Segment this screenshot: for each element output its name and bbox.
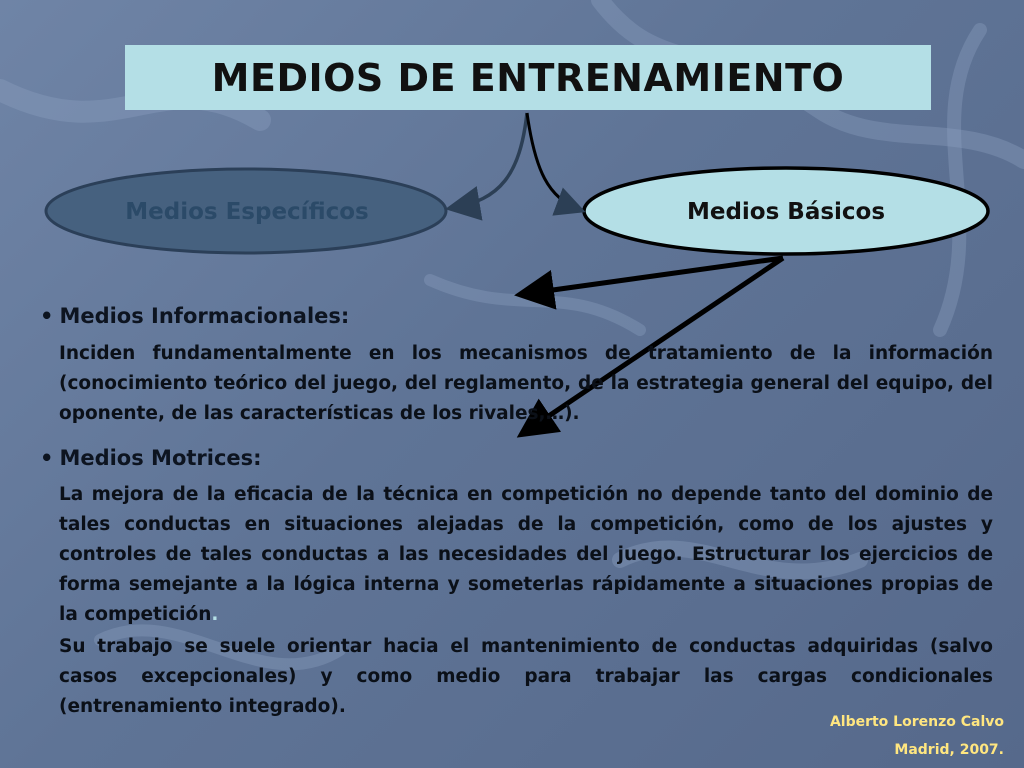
- footer-author: Alberto Lorenzo Calvo: [829, 714, 1004, 730]
- paragraph-motrices-1-text: La mejora de la eficacia de la técnica en competición no depende tanto del dominio de tales conductas en situaciones alejadas de la competición, como de los ajustes y controles de tales conductas a las necesidades del juego. Estructurar los ejercicios de forma semejante a la lógica interna y someterlas rápidamente a situaciones propias de la competición: [59, 484, 993, 625]
- arrow-title-to-especificos: [452, 113, 527, 208]
- bullet-icon: •: [40, 446, 54, 470]
- arrow-basicos-to-informacionales: [524, 258, 783, 294]
- heading-medios-motrices: [40, 446, 262, 470]
- heading-text: Medios Informacionales:: [59, 304, 350, 328]
- bullet-icon: •: [40, 304, 54, 328]
- paragraph-motrices-2: Su trabajo se suele orientar hacia el mantenimiento de conductas adquiridas (salvo casos excepcionales) y como medio para trabajar las cargas condicionales (entrenamiento integrado).: [59, 636, 993, 717]
- node-medios-especificos: Medios Específicos: [125, 199, 369, 225]
- heading-medios-informacionales: [40, 304, 349, 328]
- footer-place-date: Madrid, 2007.: [894, 742, 1004, 758]
- heading-text: Medios Motrices:: [59, 446, 262, 470]
- arrow-title-to-basicos: [527, 113, 580, 210]
- paragraph-motrices-1: [59, 480, 993, 630]
- node-medios-basicos: Medios Básicos: [686, 199, 886, 225]
- slide-title: MEDIOS DE ENTRENAMIENTO: [211, 55, 845, 100]
- paragraph-informacionales: Inciden fundamentalmente en los mecanismos de tratamiento de la información (conocimiento teórico del juego, del reglamento, de la estrategia general del equipo, del oponente, de las características de los rivales,…).: [59, 343, 993, 424]
- paragraph-end-dot: .: [211, 604, 219, 625]
